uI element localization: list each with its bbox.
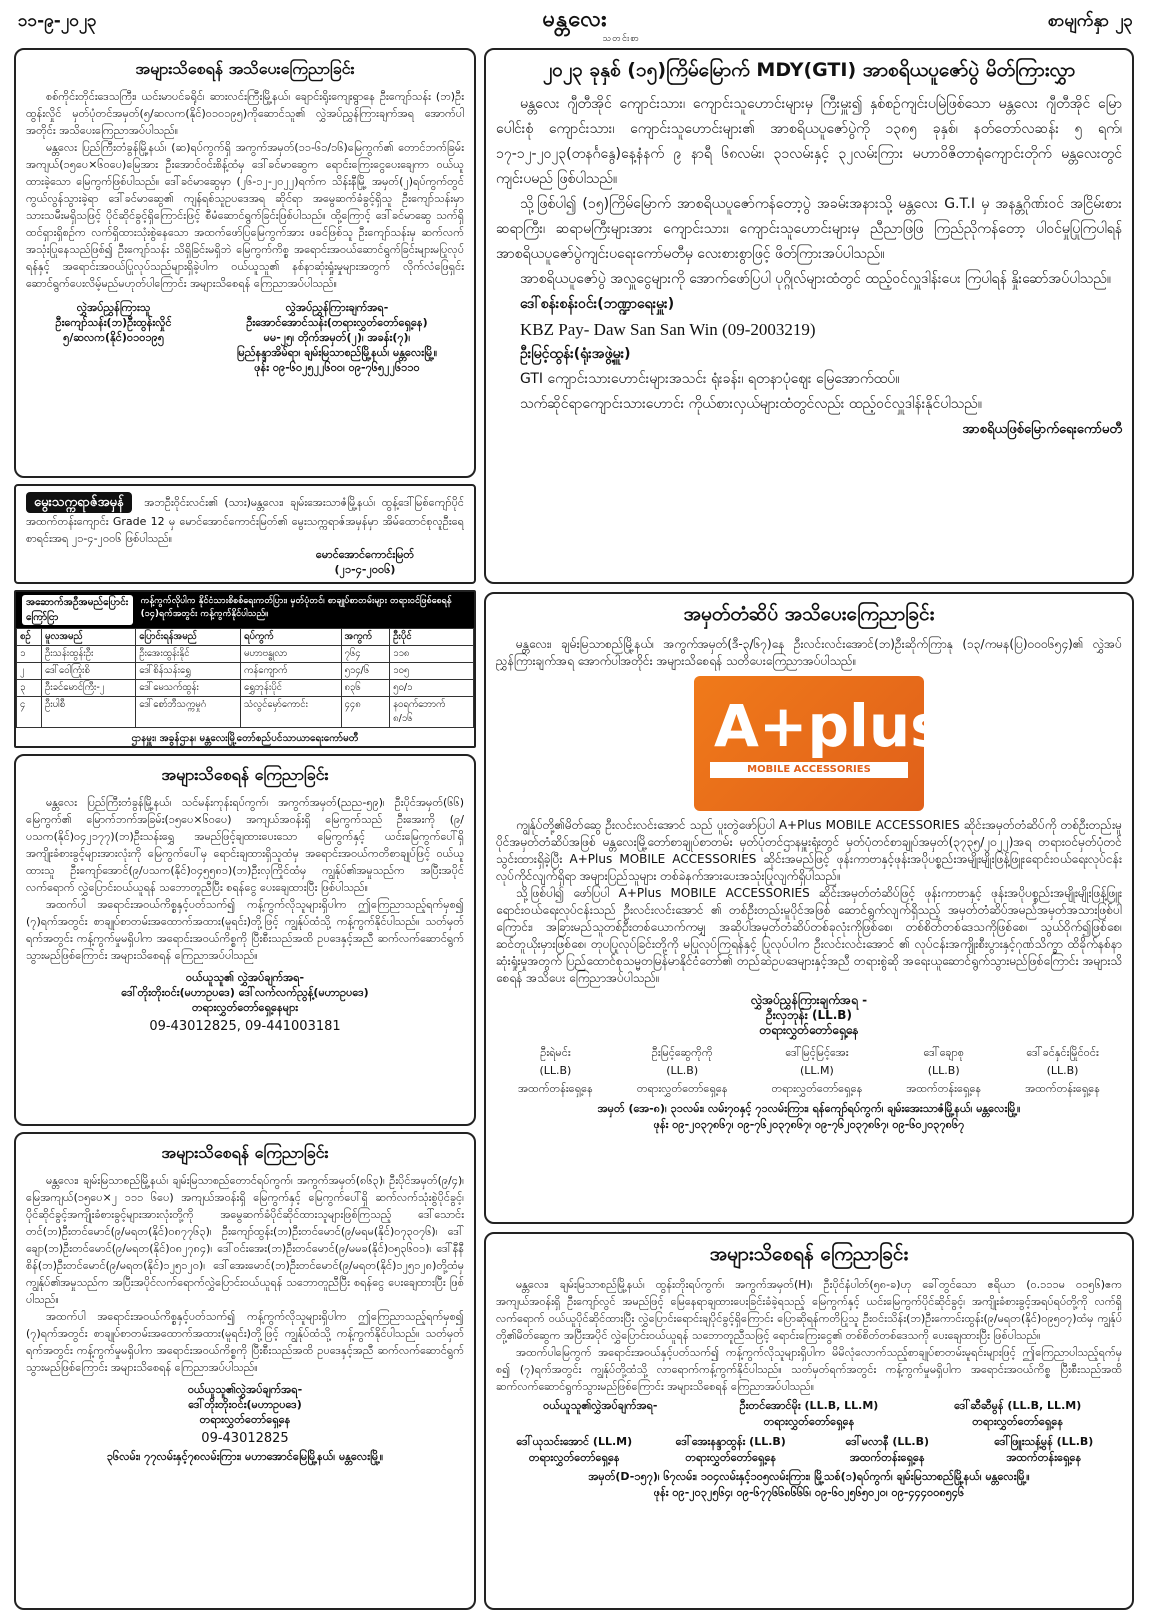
sig-line: ဒေါ်တိုးတိုးဝင်း(မဟာဥပဒေ) [188, 1398, 302, 1411]
sig-line: ဒေါ်အေးနန္ဒာထွန်း (LL.B) [675, 1435, 786, 1448]
notice-body: အထက်ပါမြေကွက် အရောင်းအဝယ်နှင့်ပတ်သက်၍ ကန့်ကွက်လိုသူများရှိပါက မိမိလုံလောက်သည့်စာချုပ်စာတမ်းမူရင်းများဖြင့် ဤကြေညာပါသည့်ရက်မှစ၍ (၇)ရက်အတွင်း ကျွန်ုပ်တို့ထံသို့ လာရောက်ကန့်ကွက်နိုင်ပါသည်။ သတ်မှတ်ရက်အတွင်း ကန့်ကွက်မှုမရှိပါက အရောင်းအဝယ်ကိစ္စ ပြီးစီးသည်အထိ ဆက်လက်ဆောင်ရွက်သွားမည်ဖြစ်ကြောင်း အများသိစေရန် ကြေညာအပ်ပါသည်။ [496, 1346, 1122, 1393]
aplus-logo-text: A+plus [714, 692, 945, 760]
table-cell: ဒေါ်စိန်သန်းရွှေ [136, 663, 241, 680]
lawyer-title: တရားလွှတ်တော်ရှေ့နေ [636, 1082, 728, 1095]
notice-sale-3 [484, 1232, 1134, 1610]
notice-address: အမှတ်(D-၁၅၇)၊ ၆၇လမ်း၊ ၁၀၄လမ်းနှင့်၁၀၅လမ်းကြား၊ မြို့သစ်(၁)ရပ်ကွက်၊ ချမ်းမြသာစည်မြို့နယ်၊ မန္တလေးမြို့။ [588, 1470, 1030, 1483]
lawyer-name: ဒေါ်ချောစု [923, 1046, 964, 1059]
lawyer-name: ဦးရဲမင်း [540, 1046, 571, 1059]
contact-info: GTI ကျောင်းသားဟောင်းများအသင်း ရုံးခန်း၊ ရတနာပုံဈေး မြေအောက်ထပ်။ [520, 371, 900, 387]
lawyer-name: ဦးမြင့်ဆွေကိုကို [651, 1046, 713, 1059]
trademark-address: အမှတ် (အေ-၈)၊ ၃၁လမ်း၊ လမ်း၇၀နှင့် ၇၁လမ်းကြား၊ ရန်ကျော်ရပ်ကွက်၊ ချမ်းအေးသာဇံမြို့နယ်၊ မန္တလေးမြို့။ [597, 1102, 1021, 1115]
sig-line: မြည်နန္ဒာအိမ်ရာ၊ ချမ်းမြသာစည်မြို့နယ်၊ မန္တလေးမြို့။ [236, 346, 438, 359]
sig-line: မမ-၂၅၊ တိုက်အမှတ်(၂)၊ အခန်း(၇)၊ [263, 331, 411, 344]
invitation-paragraph: သို့ဖြစ်ပါ၍ (၁၅)ကြိမ်မြောက် အာစရိယပူဇော်ကန်တော့ပွဲ အခမ်းအနားသို့ မန္တလေး G.T.I မှ အနန္တဂိုဏ်းဝင် အငြိမ်းစား ဆရာကြီး၊ ဆရာမကြီးများအား ကျောင်းသား၊ ကျောင်းသူဟောင်းများမှ ညီညာဖြဖြ ကြည်ညိုကန်တော့ ပါဝင်မှုပြုကြပါရန် အာစရိယပူဇော်ပွဲကျင်းပရေးကော်မတီမှ လေးစားစွာဖြင့် ဖိတ်ကြားအပ်ပါသည်။ [496, 196, 1122, 262]
sig-line: ဦးအောင်အောင်သန်း(တရားလွှတ်တော်ရှေ့နေ) [246, 316, 428, 329]
page-number: စာမျက်နှာ ၂၃ [1047, 11, 1133, 31]
lawyer-entry [1025, 1044, 1100, 1098]
newspaper-logo [500, 4, 650, 44]
notice-body: မန္တလေး၊ ချမ်းမြသာစည်မြို့နယ်၊ ထွန်းတိုးရပ်ကွက်၊ အကွက်အမှတ်(H)၊ ဦးပိုင်နံပါတ်(၅၈-ခ)ဟု ခေါ်တွင်သော ဧရိယာ (၀.၁၁၁မ ၀၁၅၆)ဧက အကျယ်အဝန်းရှိ ဦးကျော်လွင် အမည်ဖြင့် မြေနေရာချထားပေးခြင်းခံခဲ့ရသည့် မြေကွက်နှင့် ယင်းမြေကွက်ပိုင်ဆိုင်ခွင့်၊ အကျိုးခံစားခွင့်အရပ်ရပ်တို့ကို လက်ရှိလက်ရောက် ဝယ်ယူပိုင်ဆိုင်ထားပြီး လွှဲပြောင်းရောင်းချပိုင်ခွင့်ရှိကြောင်း ပြောဆိုရန်ကတိပြုသူ ဦးဝင်းသိန်း(ဘ)ဦးကောင်းထွန်း(၉/မရတ(နိုင်)၀၉၅၀၇)ထံမှ ကျွန်ုပ်တို့၏မိတ်ဆွေက အပြီးအပိုင် လွှဲပြောင်းဝယ်ယူရန် သဘောတူညီသဖြင့် ရောင်းကြေးငွေ၏ တစ်စိတ်တစ်ဒေသကို ပေးချေထားပြီး ဖြစ်ပါသည်။ [496, 1278, 1122, 1342]
sig-line: ဝယ်ယူသူ၏လွှဲအပ်ချက်အရ- [543, 1399, 658, 1412]
invitation-paragraph: မန္တလေး ဂျီတီအိုင် ကျောင်းသား၊ ကျောင်းသူဟောင်းများမှ ကြီးမှူး၍ နှစ်စဉ်ကျင်းပမြဲဖြစ်သော မန္တလေး ဂျီတီအိုင် မြောပေါင်းစုံ ကျောင်းသား၊ ကျောင်းသူဟောင်းများ၏ အာစရိယပူဇော်ပွဲကို ၁၃၈၅ ခုနှစ်၊ နတ်တော်လဆန်း ၅ ရက်၊ ၁၇-၁၂-၂၀၂၃(တနင်္ဂနွေ)နေ့နံနက် ၉ နာရီ ၆၈လမ်း၊ ၃၁လမ်းနှင့် ၃၂လမ်းကြား မဟာဝိဇိတာရုံကျောင်းတိုက် မန္တလေးတွင် ကျင်းပမည် ဖြစ်ပါသည်။ [496, 96, 1122, 187]
sig-entry [496, 1399, 705, 1431]
signature-row-1 [496, 1399, 1122, 1431]
sig-line: မောင်အောင်ကောင်းမြတ် [315, 548, 415, 561]
table-cell: နဝရက်ဘောက် ၈/၁၆ [390, 697, 474, 728]
transfer-subheading: ကန့်ကွက်လိုပါက နိုင်ငံသားစိစစ်ရေးကတ်ပြား၊ မှတ်ပုံတင်၊ စာချုပ်စာတမ်းများ တရားဝင်ဖြစ်စေရန် (၁၄)ရက်အတွင်း ကန့်ကွက်နိုင်ပါသည်။ [140, 596, 452, 619]
invitation-paragraph: အာစရိယပူဇော်ပွဲ အလှူငွေများကို အောက်ဖော်ပြပါ ပုဂ္ဂိုလ်များထံတွင် ထည့်ဝင်လှူဒါန်းပေး ကြပါရန် နှိုးဆော်အပ်ပါသည်။ [520, 271, 1111, 287]
table-cell: ၃ [17, 680, 42, 697]
table-row [17, 663, 474, 680]
column-header: ရပ်ကွက် [240, 629, 341, 646]
sig-line: အထက်တန်းရှေ့နေ [849, 1451, 925, 1464]
sig-line: ဖုန်း ၀၉-၆၀၂၅၂၂၆၀၀၊ ၀၉-၇၆၅၂၂၆၁၁၀ [254, 361, 420, 374]
table-cell: ဦးပါစီ [41, 697, 135, 728]
table-cell: ဒေါ်မေသက်ထွန်း [136, 680, 241, 697]
notice-name-transfer [14, 590, 476, 748]
lawyer-entry [772, 1044, 863, 1098]
column-header: စဉ် [17, 629, 42, 646]
lawyer-title: အထက်တန်းရှေ့နေ [1025, 1082, 1100, 1095]
sig-line: ဒေါ်မလာနီ (LL.B) [845, 1435, 930, 1448]
lawyer-entry [518, 1044, 593, 1098]
trademark-phones: ဖုန်း ၀၉-၂၀၃၇၈၆၇၊ ၀၉-၇၆၂၀၃၇၈၆၇၊ ၀၉-၇၆၂၀၃၇၈၆၇၊ ၀၉-၆၀၂၀၃၇၈၆၇ [653, 1118, 965, 1131]
sig-line: (၂၁-၄-၂၀၀၆) [334, 563, 396, 576]
sig-line: တရားလွှတ်တော်ရှေ့နေ [759, 1023, 859, 1037]
sig-line: လွှဲအပ်ညွှန်ကြားချက်အရ - [750, 993, 868, 1007]
contact-payment: KBZ Pay- Daw San San Win (09-2003219) [520, 320, 816, 339]
lawyer-name: ဒေါ်ခင်နှင်းမြိုင်ဝင်း [1026, 1046, 1099, 1059]
table-cell: ဒေါ်စော်ဘီသက္ကမှုဂံ [136, 697, 241, 728]
notice-inheritance [14, 48, 476, 478]
contact-name-1: ဒေါ်စန်းစန်းဝင်း(ဘဏ္ဍာရေးမှူး) [520, 296, 675, 312]
trademark-signature [496, 993, 1122, 1038]
sig-line: ဝယ်ယူသူ၏ လွှဲအပ်ချက်အရ- [185, 971, 305, 984]
birthdate-tag: မွေးသက္ကရာဇ်အမှန် [26, 492, 132, 513]
lawyer-degree: (LL.B) [927, 1064, 960, 1077]
column-header: အကွက် [341, 629, 390, 646]
sig-line: တရားလွှတ်တော်ရှေ့နေ [199, 1413, 291, 1426]
notice-body: မန္တလေး၊ ချမ်းမြသာစည်မြို့နယ်၊ ချမ်းမြသာစည်တောင်ရပ်ကွက်၊ အကွက်အမှတ်(၈၆၃)၊ ဦးပိုင်အမှတ်(၉/၄)၊ မြေအကျယ်(၁၅ပေ×၂ ၁၁၁ ၆ပေ) အကျယ်အဝန်းရှိ မြေကွက်နှင့် မြေကွက်ပေါ်ရှိ ဆက်လက်သုံးစွဲပိုင်ခွင့်၊ ပိုင်ဆိုင်ခွင့်အကျိုးခံစားခွင့်များအားလုံးတို့ကို အမွေဆက်ခံပိုင်ဆိုင်ထားသူများဖြစ်ကြသည့် ဒေါ်သောင်းတင်(ဘ)ဦးတင်မောင်(၉/မရတ(နိုင်)၀၈၇၇၆၃)၊ ဦးကျော်ထွန်း(ဘ)ဦးတင်မောင်(၉/မရမ(နိုင်)၀၇၃၀၇၆)၊ ဒေါ်ချော(ဘ)ဦးတင်မောင်(၉/မရတ(နိုင်)၀၈၂၇၈၄)၊ ဒေါ်ဝင်းအေး(ဘ)ဦးတင်မောင်(၉/မမခ(နိုင်)၀၅၃၆၀၁)၊ ဒေါ်နီနီစိန်(ဘ)ဦးတင်မောင်(၉/မရတ(နိုင်)၁၂၅၁၂၀)၊ ဒေါ်အေးမောင်(ဘ)ဦးတင်မောင်(၉/မရတ(နိုင်)၁၂၅၁၂၈)တို့ထံမှ ကျွန်ုပ်၏အမှုသည်က အပြီးအပိုင်လက်ရောက်လွှဲပြောင်းဝယ်ယူရန် သဘောတူညီပြီး စရန်ငွေ ပေးချေထားပြီး ဖြစ်ပါသည်။ [26, 1174, 464, 1306]
notice-body: အထက်ပါ အရောင်းအဝယ်ကိစ္စနှင့်ပတ်သက်၍ ကန့်ကွက်လိုသူများရှိပါက ဤကြေညာသည့်ရက်မှစ၍ (၇)ရက်အတွင်း စာချုပ်စာတမ်းအထောက်အထား(မူရင်း)တို့ဖြင့် ကျွန်ုပ်ထံသို့ ကန့်ကွက်နိုင်ပါသည်။ သတ်မှတ်ရက်အတွင်း ကန့်ကွက်မှုမရှိပါက အရောင်းအဝယ်ကိစ္စကို ပြီးစီးသည်အထိ ဥပဒေနှင့်အညီ ဆက်လက်ဆောင်ရွက်သွားမည်ဖြစ်ကြောင်း အများသိစေရန် ကြေညာအပ်ပါသည်။ [26, 898, 464, 962]
table-cell: ကန်ကျောက် [240, 663, 341, 680]
notice-phones: ဖုန်း ၀၉-၂၀၃၂၅၆၄၊ ၀၉-၆၇၇၆၆၈၆၆၆၊ ၀၉-၆၀၂၅၆၅၀၂၀၊ ၀၉-၄၄၄၀၀၈၅၄၆ [653, 1486, 965, 1499]
table-cell: ၁၁၈ [390, 646, 474, 663]
lawyer-degree: (LL.B) [539, 1064, 572, 1077]
table-cell: ရွှေဘုန်းပိုင် [240, 680, 341, 697]
page-header [0, 0, 1149, 42]
sig-line: ဝယ်ယူသူ၏လွှဲအပ်ချက်အရ- [187, 1383, 303, 1396]
logo-subtext: သတင်းစာ [602, 34, 640, 44]
sig-line: တရားလွှတ်တော်ရှေ့နေ [528, 1451, 620, 1464]
transfer-footer: ဌာနမှူး၊ အခွန်ဌာန၊ မန္တလေးမြို့တော်စည်ပင်သာယာရေးကော်မတီ [131, 733, 359, 744]
sig-line: ဦးကျော်သန်း(ဘ)ဦးထွန်းလှိုင် [55, 316, 172, 329]
table-cell: ဒေါ်ဝေါကြုံးစိ [41, 663, 135, 680]
transfer-header [16, 592, 474, 628]
sig-line: ဒေါ်ဆီဆီမွန် (LL.B, LL.M) [954, 1399, 1082, 1412]
table-cell: ၅၁၄/၆ [341, 663, 390, 680]
notice-body: မန္တလေး ပြည်ကြီးတံခွန်မြို့နယ်၊ (ဆ)ရပ်ကွက်ရှိ အကွက်အမှတ်(၁၁-၆၁/၁၆)မြေကွက်၏ တောင်ဘက်ခြမ်းအကျယ်(၁၅ပေ×၆၀ပေ)မြေအား ဦးအောင်ဝင်းစိန့်ထံမှ ဒေါ်ခင်မာဆွေက ရောင်းကြေးငွေပေးချေကာ ဝယ်ယူထားခဲ့သော မြေကွက်ဖြစ်ပါသည်။ ဒေါ်ခင်မာဆွေမှာ (၂၆-၁၂-၂၀၂၂)ရက်က သိန်းနီမြို့ အမှတ်(၂)ရပ်ကွက်တွင် ကွယ်လွန်သွားခဲ့ရာ ဒေါ်ခင်မာဆွေ၏ ကျန်ရစ်သူဥပဒေအရ ဆိုင်ရာ အမွေဆက်ခံခွင့်ရှိသူ ဦးကျော်သန်းမှာ သားသမီးမရှိသဖြင့် ပိုင်ဆိုင်ခွင့်ရှိကြောင်းဖြင့် စီမံဆောင်ရွက်ခြင်းဖြစ်ပါသည်။ ထို့ကြောင့် ဒေါ်ခင်မာဆွေ သက်ရှိထင်ရှားရှိစဉ်က လက်ရှိထားသုံးစွဲနေသော အထက်ဖော်ပြမြေကွက်အား ဖခင်ဖြစ်သူ ဦးကျော်သန်းမှ ဆက်လက်အသုံးပြုနေသည်ဖြစ်၍ ဦးကျော်သန်း သိရှိခြင်းမရှိဘဲ မြေကွက်ကိစ္စ အရောင်းအဝယ်ဆောင်ရွက်ခြင်းများမပြုလုပ်ရန်နှင့် အရောင်းအဝယ်ပြုလုပ်သည်များရှိခဲ့ပါက ဝယ်ယူသူ၏ နစ်နာဆုံးရှုံးမှုများအတွက် လိုက်လံဖြေရှင်းဆောင်ရွက်ပေးလိမ့်မည်မဟုတ်ပါကြောင်း အများသိစေရန် ကြေညာအပ်ပါသည်။ [26, 141, 464, 290]
lawyer-entry [637, 1044, 728, 1098]
table-cell: ၅၀/၁ [390, 680, 474, 697]
table-row [17, 646, 474, 663]
table-cell: ဦးခင်မောင်ကြီး-၂ [41, 680, 135, 697]
trademark-body: သို့ဖြစ်ပါ၍ ဖော်ပြပါ A+Plus MOBILE ACCESSORIES ဆိုင်းအမှတ်တံဆိပ်ဖြင့် ဖုန်းကာဗာနှင့် ဖုန်းအပိုပစ္စည်းအမျိုးမျိုးဖြန့်ဖြူးရောင်းဝယ်ရေးလုပ်ငန်းသည် ဦးလင်းလင်းအောင် ၏ တစ်ဦးတည်းမူပိုင်အဖြစ် ဆောင်ရွက်လျက်ရှိသည့် အမှတ်တံဆိပ်အမည်အမှတ်အသားဖြစ်ပါကြောင်း၊ အခြားမည်သူတစ်ဦးတစ်ယောက်ကမျှ အဆိုပါအမှတ်တံဆိပ်တစ်ခုလုံးကိုဖြစ်စေ၊ တစ်စိတ်တစ်ဒေသကိုဖြစ်စေ၊ သွယ်ဝိုက်၍ဖြစ်စေ၊ ဆင်တူယိုးမှားဖြစ်စေ၊ တုပပြုလုပ်ခြင်းတို့ကို မပြုလုပ်ကြရန်နှင့် ပြုလုပ်ပါက ဦးလင်းလင်းအောင် ၏ လုပ်ငန်းအကျိုးစီးပွားနှင့်ဂုဏ်သိက္ခာ ထိခိုက်နစ်နာဆုံးရှုံးမှုအတွက် ပြည်ထောင်စုသမ္မတမြန်မာနိုင်ငံတော်၏ တည်ဆဲဥပဒေများနှင့်အညီ တရားစွဲဆို အရေးယူဆောင်ရွက်သွားမည်ဖြစ်ကြောင်း အများသိစေရန် အသိပေး ကြေညာအပ်ပါသည်။ [496, 886, 1122, 985]
notice-birthdate [14, 484, 476, 584]
table-cell: ၁၀၅ [390, 663, 474, 680]
notice-sale-2 [14, 1132, 476, 1610]
sig-line: ဒေါ်ယုသင်းအောင် (LL.M) [516, 1435, 633, 1448]
lawyer-title: အထက်တန်းရှေ့နေ [517, 1082, 593, 1095]
sig-line: ၅/ဆလက(နိုင်)၀၁၀၁၉၅ [63, 331, 165, 344]
aplus-logo [694, 676, 945, 811]
lawyer-degree: (LL.B) [666, 1064, 699, 1077]
sig-line: ဦးတင်အောင်မိုး (LL.B, LL.M) [739, 1399, 879, 1412]
trademark-intro: မန္တလေး၊ ချမ်းမြသာစည်မြို့နယ်၊ အကွက်အမှတ်(ဒီ-၃/၆၇)နေ ဦးလင်းလင်းအောင်(ဘ)ဦးဆိုက်ကြာနု (၁၃/ကမန(ပြ)၀၀၀၆၅၄)၏ လွှဲအပ်ညွှန်ကြားချက်အရ အောက်ပါအတိုင်း အများသိစေရန် သတိပေးကြေညာအပ်ပါသည်။ [496, 637, 1122, 668]
notice-signature [26, 970, 464, 1015]
phone-numbers: 09-43012825, 09-441003181 [149, 1019, 341, 1034]
sig-line: တရားလွှတ်တော်ရှေ့နေ [685, 1451, 777, 1464]
aplus-logo-subtext: MOBILE ACCESSORIES [710, 762, 908, 778]
gti-invitation [484, 48, 1134, 584]
invitation-signature: အာစရိယဖြစ်မြောက်ရေးကော်မတီ [962, 422, 1122, 437]
lawyer-name: ဒေါ်မြင့်မြင့်အေး [785, 1046, 849, 1059]
notice-title: အများသိစေရန် ကြေညာခြင်း [161, 1143, 329, 1162]
invitation-paragraph: သက်ဆိုင်ရာကျောင်းသားဟောင်း ကိုယ်စားလှယ်များထံတွင်လည်း ထည့်ဝင်လှူဒါန်းနိုင်ပါသည်။ [520, 396, 982, 412]
sig-entry [913, 1399, 1122, 1431]
birthdate-signature [266, 547, 464, 577]
sig-line: လွှဲအပ်ညွှန်ကြားသူ [76, 301, 151, 314]
birthdate-body: အဘဦးဝိုင်းလင်း၏ (သား)မန္တလေး၊ ချမ်းအေးသာဇံမြို့နယ်၊ ထွန့်ဒေါ်မြစ်ကျော်ပိုင်အထက်တန်းကျောင်း Grade 12 မှ မောင်အောင်ကောင်းမြတ်၏ မွေးသက္ကရာဇ်အမှန်မှာ အိမ်ထောင်စုလူဦးရေစာရင်းအရ ၂၁-၄-၂၀၀၆ ဖြစ်ပါသည်။ [26, 496, 465, 545]
table-row [17, 680, 474, 697]
column-header: ဦးပိုင် [390, 629, 474, 646]
contact-name-2: ဦးမြင့်ထွန်း(ရုံးအဖွဲ့မှူး) [520, 346, 631, 362]
lawyer-degree: (LL.M) [800, 1064, 834, 1077]
table-cell: ဦးသန်းထွန်းဦး [41, 646, 135, 663]
table-cell: ၁ [17, 646, 42, 663]
table-header-row [17, 629, 474, 646]
table-cell: ၄ [17, 697, 42, 728]
lawyer-title: တရားလွှတ်တော်ရှေ့နေ [771, 1082, 863, 1095]
transfer-table [16, 628, 474, 728]
sig-entry [966, 1435, 1123, 1467]
sig-line: တရားလွှတ်တော်ရှေ့နေ [763, 1415, 855, 1428]
transfer-heading: အဆောက်အဦအမည်ပြောင်း ကြော်ငြာ [22, 595, 133, 625]
lawyer-title: အထက်တန်းရှေ့နေ [906, 1082, 982, 1095]
lawyer-degree: (LL.B) [1046, 1064, 1079, 1077]
sig-entry [496, 1435, 653, 1467]
issue-date: ၁၁-၉-၂၀၂၃ [18, 11, 97, 31]
table-cell: ၇၆၄ [341, 646, 390, 663]
invitation-title: ၂၀၂၃ ခုနှစ် (၁၅)ကြိမ်မြောက် MDY(GTI) အာစရိယပူဇော်ပွဲ မိတ်ကြားလွှာ [542, 59, 1076, 81]
signature-row-2 [496, 1435, 1122, 1467]
signature-left [26, 300, 201, 375]
sig-line: တရားလွှတ်တော်ရှေ့နေ [972, 1415, 1064, 1428]
sig-line: ဒေါ်ဖြူးသန့်မွန် (LL.B) [994, 1435, 1094, 1448]
logo-text: မန္တလေး [542, 6, 608, 32]
notice-body: မန္တလေး ပြည်ကြီးတံခွန်မြို့နယ်၊ သင်မန်းကုန်းရပ်ကွက်၊ အကွက်အမှတ်(ညည-၅၉)၊ ဦးပိုင်အမှတ်(၆၆) မြေကွက်၏ မြောက်ဘက်အခြမ်း(၁၅ပေ×၆၀ပေ) အကျယ်အဝန်းရှိ မြေကွက်သည် ဦးအေးကို (၉/ပသက(နိုင်)၀၄၂၁၇၇)(ဘ)ဦးသန်းရွှေ အမည်ဖြင့်ချထားပေးသော မြေကွက်နှင့် ယင်းမြေကွက်ပေါ်ရှိ အကျိုးခံစားခွင့်များအားလုံးကို မြေကွက်ပေါ်မှ ရောင်းချထားရှိသူထံမှ အရောင်းအဝယ်ကတိစာချုပ်ဖြင့် ဝယ်ယူထားသူ ဦးကျော်အောင်(၉/ပသက(နိုင်)၀၄၅၅၈၁)(ဘ)ဦးလှကြိုင်ထံမှ ကျွန်ုပ်၏အမှုသည်က အပြီးအပိုင် လက်ရောက် လွှဲပြောင်းဝယ်ယူရန် သဘောတူညီပြီး စရန်ငွေ ပေးချေထားပြီး ဖြစ်ပါသည်။ [26, 796, 464, 894]
table-cell: ၂ [17, 663, 42, 680]
table-row [17, 697, 474, 728]
sig-line: အထက်တန်းရှေ့နေ [1006, 1451, 1082, 1464]
trademark-title: အမှတ်တံဆိပ် အသိပေးကြေညာခြင်း [683, 603, 935, 625]
sig-entry [705, 1399, 914, 1431]
notice-title: အများသိစေရန် ကြေညာခြင်း [709, 1243, 909, 1265]
sig-line: ဦးလှဘုန်း (LL.B) [766, 1008, 852, 1022]
column-header: မူလအမည် [41, 629, 135, 646]
table-cell: သံလွင်မှော်ကောင်း [240, 697, 341, 728]
table-cell: ၈၃၆ [341, 680, 390, 697]
notice-sale-1 [14, 754, 476, 1126]
sig-entry [809, 1435, 966, 1467]
column-header: ပြောင်းရန်အမည် [136, 629, 241, 646]
table-cell: ဦးအေးထွန်းနိုင် [136, 646, 241, 663]
sig-line: ဒေါ်တိုးတိုးဝင်း(မဟာဥပဒေ) ဒေါ်လက်လက်ညွန့်(မဟာဥပဒေ) [121, 986, 369, 999]
table-cell: ၄၄၈ [341, 697, 390, 728]
lawyer-entry [906, 1044, 981, 1098]
notice-signature [26, 1382, 464, 1427]
signature-right [210, 300, 464, 375]
notice-title: အများသိစေရန် အသိပေးကြေညာခြင်း [135, 59, 355, 78]
trademark-notice [484, 592, 1134, 1224]
lawyer-list [496, 1044, 1122, 1098]
notice-address: ၃၆လမ်း၊ ၇၇လမ်းနှင့်၇၈လမ်းကြား၊ မဟာအောင်မြေမြို့နယ်၊ မန္တလေးမြို့။ [106, 1450, 384, 1463]
sig-line: လွှဲအပ်ညွှန်ကြားချက်အရ- [285, 301, 389, 314]
notice-body: အထက်ပါ အရောင်းအဝယ်ကိစ္စနှင့်ပတ်သက်၍ ကန့်ကွက်လိုသူများရှိပါက ဤကြေညာသည့်ရက်မှစ၍ (၇)ရက်အတွင်း စာချုပ်စာတမ်းအထောက်အထား(မူရင်း)တို့ဖြင့် ကျွန်ုပ်ထံသို့ ကန့်ကွက်နိုင်ပါသည်။ သတ်မှတ်ရက်အတွင်း ကန့်ကွက်မှုမရှိပါက အရောင်းအဝယ်ကိစ္စကို ပြီးစီးသည်အထိ ဥပဒေနှင့်အညီ ဆက်လက်ဆောင်ရွက်သွားမည်ဖြစ်ကြောင်း အများသိစေရန် ကြေညာအပ်ပါသည်။ [26, 1310, 464, 1374]
notice-title: အများသိစေရန် ကြေညာခြင်း [161, 765, 329, 784]
notice-intro: စစ်ကိုင်းတိုင်းဒေသကြီး၊ ယင်းမာပင်ခရိုင်၊ ဆားလင်းကြီးမြို့နယ်၊ ချောင်းရိုးကျေးရွာနေ ဦးကျော်သန်း (ဘ)ဦးထွန်းလှိုင် မှတ်ပုံတင်အမှတ်(၅/ဆလက(နိုင်)၀၁၀၁၉၅)ကိုဆောင်သူ၏ လွှဲအပ်ညွှန်ကြားချက်အရ အောက်ပါအတိုင်း အသိပေးကြေညာအပ်ပါသည်။ [26, 90, 464, 137]
sig-line: တရားလွှတ်တော်ရှေ့နေများ [191, 1001, 299, 1014]
phone-number: 09-43012825 [201, 1431, 289, 1446]
table-cell: မဟာဗန္ဓုလာ [240, 646, 341, 663]
sig-entry [653, 1435, 810, 1467]
trademark-body: ကျွန်ုပ်တို့၏မိတ်ဆွေ ဦးလင်းလင်းအောင် သည် ပူးတွဲဖော်ပြပါ A+Plus MOBILE ACCESSORIES ဆိုင်းအမှတ်တံဆိပ်ကို တစ်ဦးတည်းမူပိုင်အမှတ်တံဆိပ်အဖြစ် မန္တလေးမြို့တော်စာချုပ်စာတမ်း မှတ်ပုံတင်ဌာနမှူးရုံးတွင် မှတ်ပုံတင်စာချုပ်အမှတ်(၃၇၃၅/၂၀၂၂)အရ တရားဝင်မှတ်ပုံတင်သွင်းထားရှိခဲ့ပြီး A+Plus MOBILE ACCESSORIES ဆိုင်းအမည်ဖြင့် ဖုန်းကာဗာနှင့်ဖုန်းအပိုပစ္စည်းအမျိုးမျိုးဖြန့်ဖြူးရောင်းဝယ်ရေးလုပ်ငန်း လုပ်ကိုင်လျက်ရှိရာ အများပြည်သူများ တစ်ခဲနက်အားပေးအသုံးပြုလျက်ရှိပါသည်။ [496, 818, 1122, 883]
